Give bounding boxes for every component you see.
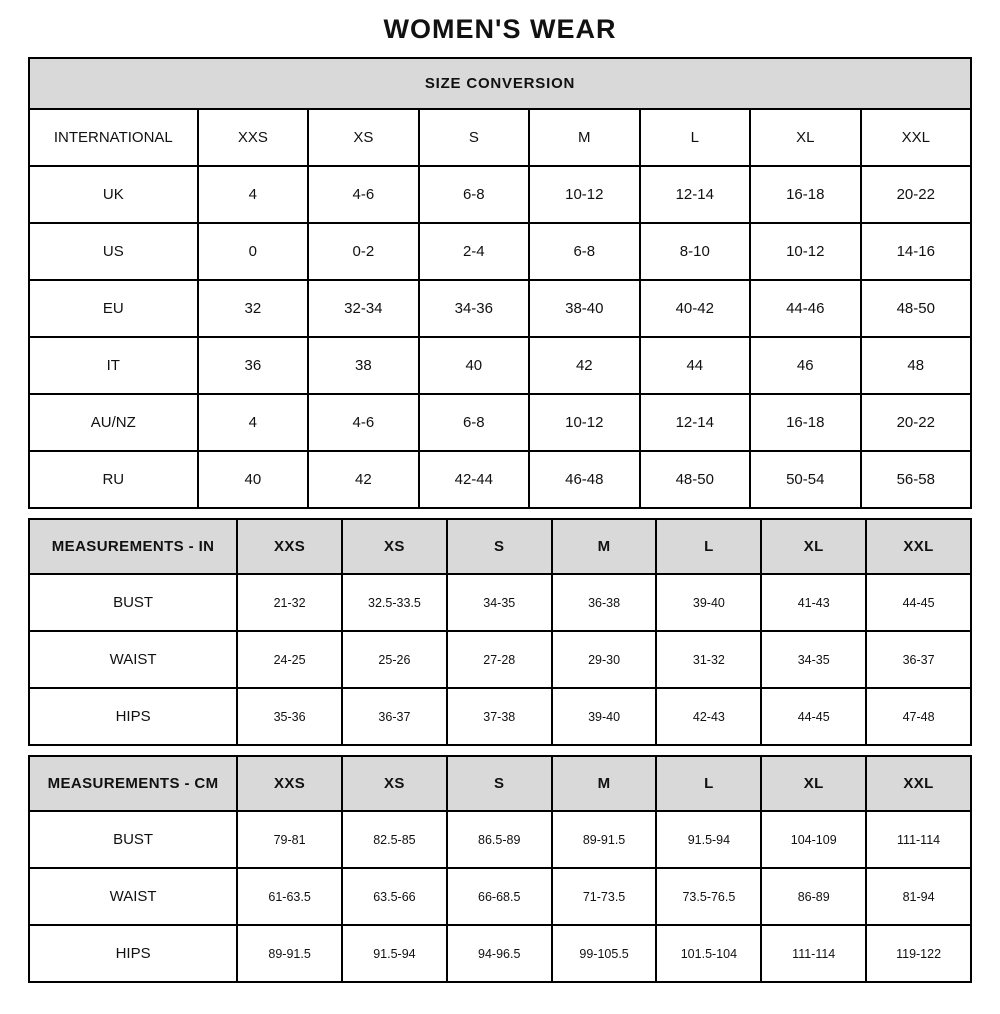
size-cell: 40-42 xyxy=(640,280,750,337)
label-cell: RU xyxy=(29,451,198,508)
value-cell: 91.5-94 xyxy=(342,925,447,982)
value-cell: 36-37 xyxy=(866,631,971,688)
table-row xyxy=(29,166,971,223)
size-cell: 32-34 xyxy=(308,280,418,337)
value-cell: 39-40 xyxy=(656,574,761,631)
value-cell: 27-28 xyxy=(447,631,552,688)
label-cell: WAIST xyxy=(29,868,237,925)
value-cell: 32.5-33.5 xyxy=(342,574,447,631)
table-row xyxy=(29,337,971,394)
size-cell: 2-4 xyxy=(419,223,529,280)
size-cell: 46-48 xyxy=(529,451,639,508)
table-row xyxy=(29,109,971,166)
size-cell: 12-14 xyxy=(640,166,750,223)
size-cell: 36 xyxy=(198,337,308,394)
value-cell: 39-40 xyxy=(552,688,657,745)
size-cell: 4-6 xyxy=(308,166,418,223)
value-cell: 101.5-104 xyxy=(656,925,761,982)
table-row xyxy=(29,688,971,745)
size-cell: 46 xyxy=(750,337,860,394)
label-cell: WAIST xyxy=(29,631,237,688)
value-cell: 111-114 xyxy=(866,811,971,868)
measurements-in-title: MEASUREMENTS - IN xyxy=(29,519,237,574)
size-cell: 42-44 xyxy=(419,451,529,508)
size-header-cell: S xyxy=(447,519,552,574)
size-cell: 6-8 xyxy=(529,223,639,280)
table-header-row xyxy=(29,519,971,574)
value-cell: 34-35 xyxy=(447,574,552,631)
value-cell: 73.5-76.5 xyxy=(656,868,761,925)
table-row xyxy=(29,925,971,982)
label-cell: IT xyxy=(29,337,198,394)
label-cell: HIPS xyxy=(29,688,237,745)
size-cell: 38 xyxy=(308,337,418,394)
size-conversion-table xyxy=(28,57,972,509)
value-cell: 63.5-66 xyxy=(342,868,447,925)
size-header-cell: XXL xyxy=(866,519,971,574)
size-header-cell: L xyxy=(656,519,761,574)
size-cell: 40 xyxy=(198,451,308,508)
size-cell: 0 xyxy=(198,223,308,280)
table-row xyxy=(29,868,971,925)
size-cell: 4 xyxy=(198,166,308,223)
size-cell: 38-40 xyxy=(529,280,639,337)
size-cell: 48-50 xyxy=(861,280,971,337)
value-cell: 86.5-89 xyxy=(447,811,552,868)
measurements-cm-title: MEASUREMENTS - CM xyxy=(29,756,237,811)
label-cell: US xyxy=(29,223,198,280)
table-row xyxy=(29,451,971,508)
value-cell: 34-35 xyxy=(761,631,866,688)
size-cell: 34-36 xyxy=(419,280,529,337)
size-cell: 44-46 xyxy=(750,280,860,337)
label-cell: BUST xyxy=(29,574,237,631)
size-header-cell: XXL xyxy=(866,756,971,811)
value-cell: 35-36 xyxy=(237,688,342,745)
size-cell: 4 xyxy=(198,394,308,451)
size-cell: 4-6 xyxy=(308,394,418,451)
label-cell: AU/NZ xyxy=(29,394,198,451)
size-cell: 56-58 xyxy=(861,451,971,508)
page xyxy=(0,14,1000,983)
size-cell: XL xyxy=(750,109,860,166)
size-cell: 0-2 xyxy=(308,223,418,280)
value-cell: 86-89 xyxy=(761,868,866,925)
value-cell: 94-96.5 xyxy=(447,925,552,982)
value-cell: 66-68.5 xyxy=(447,868,552,925)
label-cell: UK xyxy=(29,166,198,223)
value-cell: 21-32 xyxy=(237,574,342,631)
value-cell: 111-114 xyxy=(761,925,866,982)
size-cell: 10-12 xyxy=(529,394,639,451)
value-cell: 47-48 xyxy=(866,688,971,745)
size-cell: 8-10 xyxy=(640,223,750,280)
size-cell: XS xyxy=(308,109,418,166)
size-cell: 16-18 xyxy=(750,166,860,223)
table-header-row xyxy=(29,756,971,811)
value-cell: 61-63.5 xyxy=(237,868,342,925)
table-row xyxy=(29,223,971,280)
size-cell: 50-54 xyxy=(750,451,860,508)
table-row xyxy=(29,631,971,688)
size-cell: 48 xyxy=(861,337,971,394)
size-header-cell: S xyxy=(447,756,552,811)
value-cell: 79-81 xyxy=(237,811,342,868)
value-cell: 36-38 xyxy=(552,574,657,631)
value-cell: 31-32 xyxy=(656,631,761,688)
page-title: WOMEN'S WEAR xyxy=(383,14,617,44)
size-cell: M xyxy=(529,109,639,166)
size-cell: L xyxy=(640,109,750,166)
value-cell: 99-105.5 xyxy=(552,925,657,982)
size-cell: 16-18 xyxy=(750,394,860,451)
label-cell: HIPS xyxy=(29,925,237,982)
size-cell: 42 xyxy=(308,451,418,508)
measurements-in-table xyxy=(28,518,972,746)
size-cell: 6-8 xyxy=(419,394,529,451)
value-cell: 42-43 xyxy=(656,688,761,745)
size-cell: 32 xyxy=(198,280,308,337)
size-header-cell: XXS xyxy=(237,519,342,574)
size-header-cell: L xyxy=(656,756,761,811)
label-cell: INTERNATIONAL xyxy=(29,109,198,166)
measurements-cm-table xyxy=(28,755,972,983)
size-cell: 20-22 xyxy=(861,166,971,223)
value-cell: 41-43 xyxy=(761,574,866,631)
value-cell: 119-122 xyxy=(866,925,971,982)
table-row xyxy=(29,811,971,868)
value-cell: 89-91.5 xyxy=(237,925,342,982)
size-cell: XXL xyxy=(861,109,971,166)
size-header-cell: XL xyxy=(761,756,866,811)
value-cell: 25-26 xyxy=(342,631,447,688)
label-cell: EU xyxy=(29,280,198,337)
value-cell: 81-94 xyxy=(866,868,971,925)
value-cell: 29-30 xyxy=(552,631,657,688)
table-row xyxy=(29,394,971,451)
table-header-band xyxy=(29,58,971,109)
value-cell: 89-91.5 xyxy=(552,811,657,868)
size-cell: 14-16 xyxy=(861,223,971,280)
size-cell: 20-22 xyxy=(861,394,971,451)
size-cell: 12-14 xyxy=(640,394,750,451)
size-header-cell: XS xyxy=(342,519,447,574)
value-cell: 24-25 xyxy=(237,631,342,688)
value-cell: 91.5-94 xyxy=(656,811,761,868)
size-conversion-title: SIZE CONVERSION xyxy=(29,58,971,109)
size-header-cell: XS xyxy=(342,756,447,811)
table-row xyxy=(29,280,971,337)
size-cell: 10-12 xyxy=(529,166,639,223)
table-row xyxy=(29,574,971,631)
size-header-cell: M xyxy=(552,756,657,811)
value-cell: 44-45 xyxy=(761,688,866,745)
size-cell: 42 xyxy=(529,337,639,394)
value-cell: 44-45 xyxy=(866,574,971,631)
size-cell: 44 xyxy=(640,337,750,394)
value-cell: 37-38 xyxy=(447,688,552,745)
size-cell: S xyxy=(419,109,529,166)
value-cell: 71-73.5 xyxy=(552,868,657,925)
value-cell: 104-109 xyxy=(761,811,866,868)
value-cell: 36-37 xyxy=(342,688,447,745)
size-header-cell: M xyxy=(552,519,657,574)
label-cell: BUST xyxy=(29,811,237,868)
size-cell: 6-8 xyxy=(419,166,529,223)
size-cell: 10-12 xyxy=(750,223,860,280)
size-cell: 48-50 xyxy=(640,451,750,508)
size-cell: 40 xyxy=(419,337,529,394)
value-cell: 82.5-85 xyxy=(342,811,447,868)
size-header-cell: XXS xyxy=(237,756,342,811)
size-header-cell: XL xyxy=(761,519,866,574)
size-cell: XXS xyxy=(198,109,308,166)
